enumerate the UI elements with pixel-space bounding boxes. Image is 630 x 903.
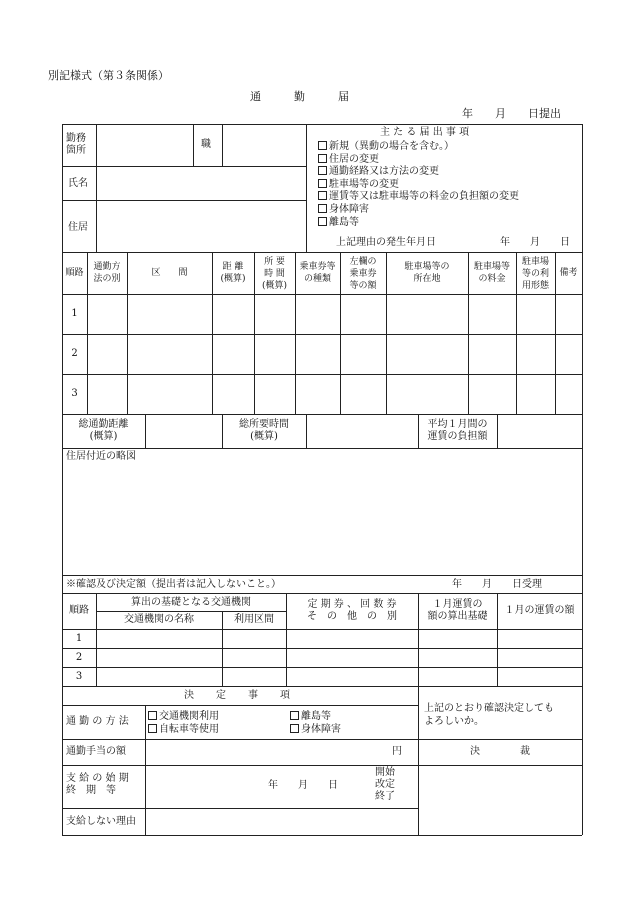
form-title: 通 勤 届 — [250, 90, 349, 103]
reason-item[interactable]: 新規（異動の場合を含む。） — [318, 141, 519, 154]
confirm-row-number: 1 — [75, 633, 83, 644]
yen-unit: 円 — [392, 746, 402, 757]
receipt-date: 年 月 日受理 — [452, 579, 542, 590]
position-label: 職 — [201, 139, 211, 150]
reason-item[interactable]: 住居の変更 — [318, 154, 519, 167]
workplace-label: 勤務 箇所 — [66, 133, 86, 156]
reason-item[interactable]: 身体障害 — [318, 204, 519, 217]
header-method: 通勤方 法の別 — [93, 262, 121, 284]
checkbox-icon — [290, 724, 299, 733]
reason-item[interactable]: 通勤経路又は方法の変更 — [318, 166, 519, 179]
header-distance: 距 離 (概算) — [220, 262, 246, 284]
map-area-label: 住居付近の略図 — [66, 451, 136, 462]
payment-period-label: 支 給 の 始 期 終 期 等 — [66, 773, 129, 796]
header-parking-usage: 駐車場 等の利 用形態 — [521, 257, 549, 291]
payment-period-kinds: 開始 改定 終了 — [375, 767, 395, 802]
reasons-heading: 主 た る 届 出 事 項 — [380, 127, 470, 138]
header-remarks: 備考 — [559, 268, 578, 278]
header-route: 順路 — [65, 268, 84, 278]
confirm-row-number: 3 — [75, 671, 83, 682]
total-time-label: 総所要時間 (概算) — [239, 419, 289, 442]
header-parking-fee: 駐車場等 の料金 — [473, 262, 510, 284]
reasons-list — [318, 141, 519, 229]
payment-period-date: 年 月 日 — [268, 780, 338, 791]
checkbox-icon — [290, 711, 299, 720]
header-parking-location: 駐車場等の 所在地 — [404, 262, 450, 284]
section-used-header: 利用区間 — [234, 614, 274, 625]
form-reference: 別記様式（第３条関係） — [48, 69, 169, 82]
reason-item[interactable]: 駐車場等の変更 — [318, 179, 519, 192]
route-row-number: 1 — [71, 308, 78, 319]
no-payment-reason-label: 支給しない理由 — [66, 816, 136, 827]
reason-item[interactable]: 運賃等又は駐車場等の料金の負担額の変更 — [318, 191, 519, 204]
name-label: 氏名 — [68, 178, 88, 189]
average-fare-label: 平均１月間の 運賃の負担額 — [427, 419, 488, 442]
occurrence-label: 上記理由の発生年月日 — [336, 237, 436, 248]
total-distance-label: 総通勤距離 (概算) — [78, 419, 129, 442]
route-row-number: 2 — [71, 348, 78, 359]
confirm-label: ※確認及び決定額（提出者は記入しないこと。） — [66, 579, 281, 590]
allowance-label: 通勤手当の額 — [66, 746, 126, 757]
confirmation-note: 上記のとおり確認決定しても よろしいか。 — [424, 703, 554, 727]
confirm-row-number: 2 — [75, 652, 83, 663]
checkbox-icon — [148, 724, 157, 733]
ticket-type-header: 定 期 券 、 回 数 券 そ の 他 の 別 — [307, 599, 397, 622]
checkbox-icon — [318, 154, 327, 163]
confirm-route-header: 順路 — [69, 605, 89, 616]
reason-item[interactable]: 離島等 — [318, 217, 519, 230]
decision-heading: 決 定 事 項 — [184, 690, 296, 701]
header-section: 区 間 — [151, 268, 188, 278]
commute-method-label: 通 勤 の 方 法 — [66, 716, 129, 727]
submit-date: 年 月 日提出 — [462, 107, 561, 120]
checkbox-icon — [318, 166, 327, 175]
checkbox-icon — [318, 141, 327, 150]
confirm-basis-header: 算出の基礎となる交通機関 — [131, 597, 251, 608]
residence-label: 住居 — [68, 222, 88, 233]
header-ticket-amount: 左欄の 乗車券 等の額 — [349, 257, 377, 291]
method-option[interactable]: 離島等 — [290, 711, 331, 723]
checkbox-icon — [318, 217, 327, 226]
method-option[interactable]: 身体障害 — [290, 724, 341, 736]
route-row-number: 3 — [71, 388, 78, 399]
monthly-fare-header: １月の運賃の額 — [504, 605, 575, 616]
occurrence-date: 年 月 日 — [500, 237, 570, 248]
checkbox-icon — [148, 711, 157, 720]
header-time: 所 要 時 間 (概算) — [261, 257, 288, 291]
checkbox-icon — [318, 204, 327, 213]
checkbox-icon — [318, 191, 327, 200]
approval-label: 決 裁 — [470, 746, 530, 757]
fare-basis-header: １月運賃の 額の算出基礎 — [427, 599, 488, 622]
method-option[interactable]: 自転車等使用 — [148, 724, 219, 736]
method-option[interactable]: 交通機関利用 — [148, 711, 219, 723]
transport-name-header: 交通機関の名称 — [124, 614, 194, 625]
header-ticket-type: 乗車券等 の種類 — [299, 262, 336, 284]
checkbox-icon — [318, 179, 327, 188]
